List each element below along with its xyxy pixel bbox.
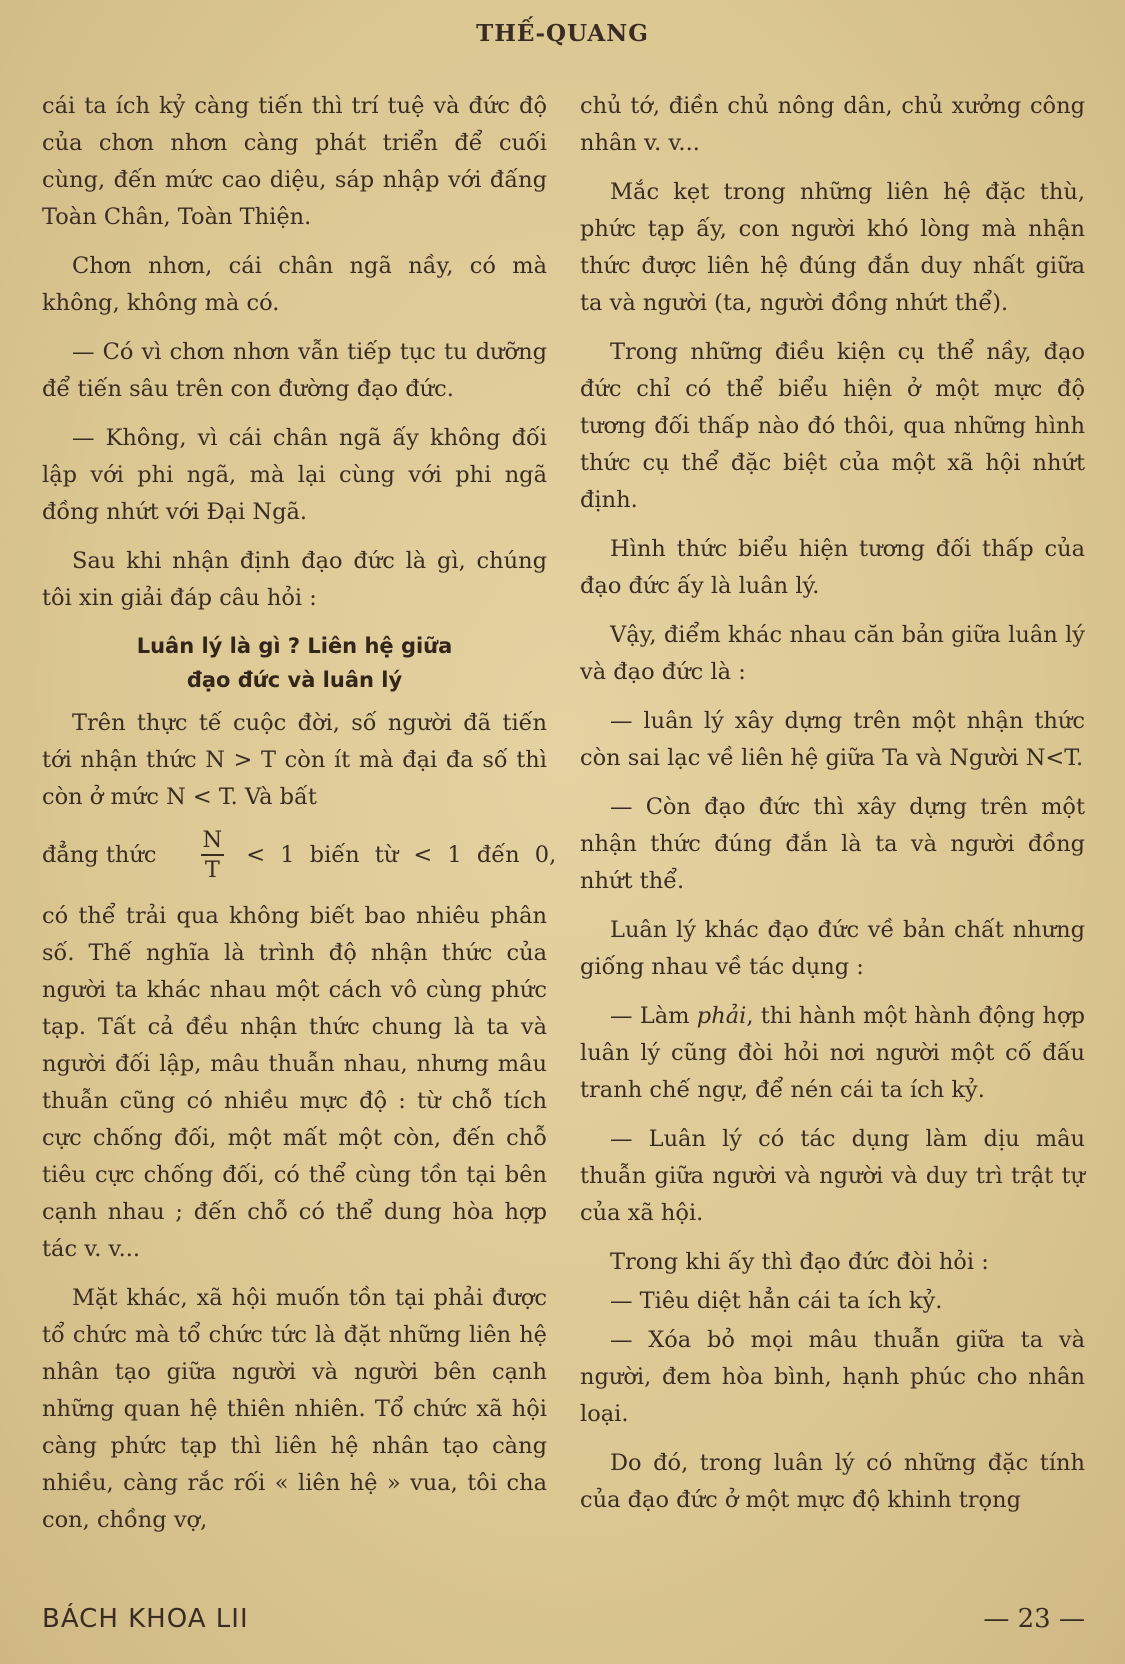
formula-suffix: < 1 biến từ < 1 đến 0, xyxy=(246,841,557,868)
running-title: THẾ-QUANG xyxy=(476,20,649,47)
right-column xyxy=(580,88,1085,1531)
right-paragraph-4: Hình thức biểu hiện tương đối thấp của đạo đức ấy là luân lý. xyxy=(580,536,1085,599)
left-paragraph-7: có thể trải qua không biết bao nhiêu phân số. Thế nghĩa là trình độ nhận thức của người ta khác nhau một cách vô cùng phức tạp. Tất cả đều nhận thức chung là ta và người đối lập, mâu thuẫn nhau, nhưng mâu thuẫn cũng có nhiều mực độ : từ chỗ tích cực chống đối, một mất một còn, đến chỗ tiêu cực chống đối, có thể cùng tồn tại bên cạnh nhau ; đến chỗ có thể dung hòa hợp tác v. v... xyxy=(42,903,547,1262)
left-paragraph-8: Mặt khác, xã hội muốn tồn tại phải được tổ chức mà tổ chức tức là đặt những liên hệ nhân tạo giữa người và người bên cạnh những quan hệ thiên nhiên. Tổ chức xã hội càng phức tạp thì liên hệ nhân tạo càng nhiều, càng rắc rối « liên hệ » vua, tôi cha con, chồng vợ, xyxy=(42,1285,547,1533)
right-paragraph-14: Do đó, trong luân lý có những đặc tính của đạo đức ở một mực độ khinh trọng xyxy=(580,1450,1085,1513)
right-paragraph-9-start: — Làm xyxy=(610,1003,697,1029)
right-paragraph-1: chủ tớ, điền chủ nông dân, chủ xưởng công nhân v. v... xyxy=(580,93,1085,156)
fraction-numerator: N xyxy=(201,826,225,856)
right-paragraph-10: — Luân lý có tác dụng làm dịu mâu thuẫn giữa người và người và duy trì trật tự của xã hội. xyxy=(580,1126,1085,1226)
right-paragraph-12: — Tiêu diệt hẳn cái ta ích kỷ. xyxy=(610,1288,943,1314)
right-paragraph-7: — Còn đạo đức thì xây dựng trên một nhận thức đúng đắn là ta và người đồng nhứt thể. xyxy=(580,794,1085,894)
right-paragraph-8: Luân lý khác đạo đức về bản chất nhưng giống nhau về tác dụng : xyxy=(580,917,1085,980)
right-paragraph-6: — luân lý xây dựng trên một nhận thức còn sai lạc về liên hệ giữa Ta và Người N<T. xyxy=(580,708,1085,771)
right-paragraph-13: — Xóa bỏ mọi mâu thuẫn giữa ta và người, đem hòa bình, hạnh phúc cho nhân loại. xyxy=(580,1327,1085,1427)
left-column xyxy=(42,88,557,1551)
fraction-denominator: T xyxy=(204,857,220,883)
formula-prefix: đẳng thức xyxy=(42,841,157,868)
publication-name: BÁCH KHOA LII xyxy=(42,1604,249,1634)
left-paragraph-2: Chơn nhơn, cái chân ngã nầy, có mà không, không mà có. xyxy=(42,253,547,316)
section-heading-line-1: Luân lý là gì ? Liên hệ giữa xyxy=(136,634,453,658)
inequality-formula xyxy=(42,826,557,884)
right-paragraph-5: Vậy, điểm khác nhau căn bản giữa luân lý và đạo đức là : xyxy=(580,622,1085,685)
section-heading xyxy=(42,629,547,697)
section-heading-line-2: đạo đức và luân lý xyxy=(186,668,403,692)
right-paragraph-11: Trong khi ấy thì đạo đức đòi hỏi : xyxy=(610,1249,989,1275)
right-paragraph-9 xyxy=(580,998,1085,1109)
left-paragraph-4: — Không, vì cái chân ngã ấy không đối lập với phi ngã, mà lại cùng với phi ngã đồng nhứt với Đại Ngã. xyxy=(42,425,547,525)
left-paragraph-5: Sau khi nhận định đạo đức là gì, chúng tôi xin giải đáp câu hỏi : xyxy=(42,548,547,611)
left-paragraph-1: cái ta ích kỷ càng tiến thì trí tuệ và đức độ của chơn nhơn càng phát triển để cuối cùng, đến mức cao diệu, sáp nhập với đấng Toàn Chân, Toàn Thiện. xyxy=(42,93,547,230)
page-number: — 23 — xyxy=(983,1604,1085,1634)
fraction-n-over-t xyxy=(201,826,225,884)
right-paragraph-3: Trong những điều kiện cụ thể nầy, đạo đức chỉ có thể biểu hiện ở một mực độ tương đối thấp nào đó thôi, qua những hình thức cụ thể đặc biệt của một xã hội nhứt định. xyxy=(580,339,1085,513)
right-paragraph-2: Mắc kẹt trong những liên hệ đặc thù, phức tạp ấy, con người khó lòng mà nhận thức được liên hệ đúng đắn duy nhất giữa ta và người (ta, người đồng nhứt thể). xyxy=(580,179,1085,316)
right-paragraph-9-end: , thi hành một hành động hợp luân lý cũng đòi hỏi nơi người một cố đấu tranh chế ngự, để nén cái ta ích kỷ. xyxy=(580,1003,1085,1103)
left-paragraph-3: — Có vì chơn nhơn vẫn tiếp tục tu dưỡng để tiến sâu trên con đường đạo đức. xyxy=(42,339,547,402)
right-paragraph-9-emphasis: phải xyxy=(696,1003,747,1029)
left-paragraph-6: Trên thực tế cuộc đời, số người đã tiến tới nhận thức N > T còn ít mà đại đa số thì còn ở mức N < T. Và bất xyxy=(42,710,547,810)
